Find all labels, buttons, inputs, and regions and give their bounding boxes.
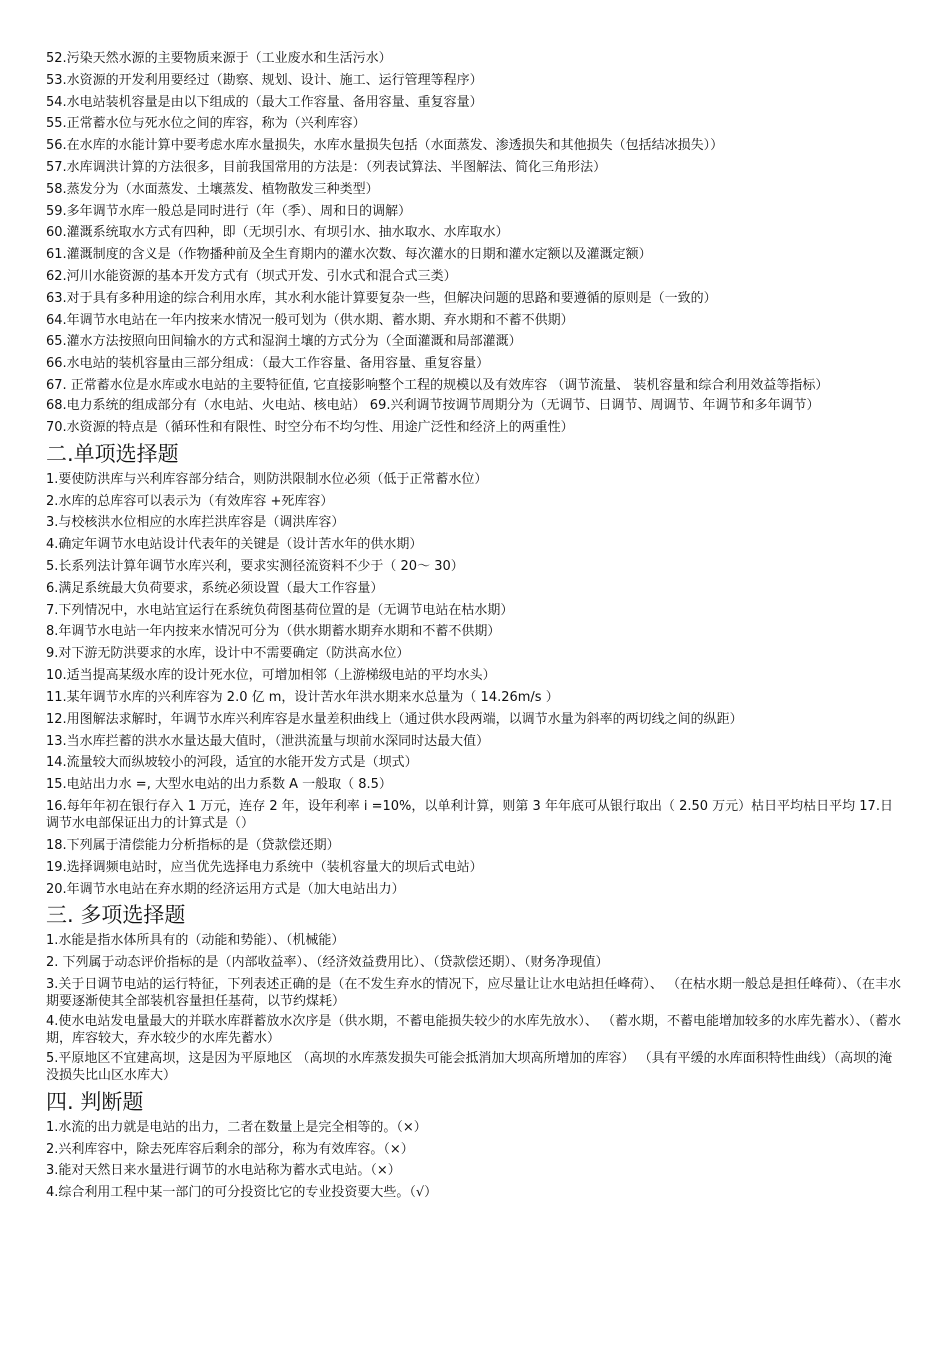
true-false-list <box>46 1117 902 1204</box>
list-item: 70.水资源的特点是（循环性和有限性、时空分布不均匀性、用途广泛性和经济上的两重性） <box>46 419 574 435</box>
list-item: 57.水库调洪计算的方法很多，目前我国常用的方法是：（列表试算法、半图解法、简化三角形法） <box>46 159 607 175</box>
list-item: 52.污染天然水源的主要物质来源于（工业废水和生活污水） <box>46 51 392 66</box>
list-item: 2.水库的总库容可以表示为（有效库容 +死库容） <box>46 493 334 509</box>
list-item: 4.使水电站发电量最大的并联水库群蓄放水次序是（供水期，不蓄电能损失较少的水库先放水）、 （蓄水期，不蓄电能增加较多的水库先蓄水）、（蓄水期，库容较大，弃水较少的水库先蓄水） <box>46 1013 902 1046</box>
list-item: 56.在水库的水能计算中要考虑水库水量损失，水库水量损失包括（水面蒸发、渗透损失和其他损失（包括结冰损失）） <box>46 138 724 154</box>
list-item: 63.对于具有多种用途的综合利用水库，其水利水能计算要复杂一些，但解决问题的思路和要遵循的原则是（一致的） <box>46 290 717 306</box>
document-page <box>46 48 902 1204</box>
list-item: 4.确定年调节水电站设计代表年的关键是（设计苦水年的供水期） <box>46 537 423 553</box>
single-choice-list <box>46 469 902 901</box>
list-item: 5.平原地区不宜建高坝，这是因为平原地区 （高坝的水库蒸发损失可能会抵消加大坝高所增加的库容） （具有平缓的水库面积特性曲线）（高坝的淹没损失比山区水库大） <box>46 1050 893 1083</box>
list-item: 19.选择调频电站时，应当优先选择电力系统中（装机容量大的坝后式电站） <box>46 859 483 875</box>
list-item: 53.水资源的开发利用要经过（勘察、规划、设计、施工、运行管理等程序） <box>46 72 483 88</box>
section-heading-multiple-choice: 三. 多项选择题 <box>46 903 186 928</box>
multiple-choice-list <box>46 930 902 1084</box>
list-item: 6.满足系统最大负荷要求，系统必须设置（最大工作容量） <box>46 580 384 596</box>
list-item: 1.要使防洪库与兴利库容部分结合，则防洪限制水位必须（低于正常蓄水位） <box>46 471 488 487</box>
list-item: 1.水流的出力就是电站的出力，二者在数量上是完全相等的。（×） <box>46 1119 427 1135</box>
list-item: 12.用图解法求解时，年调节水库兴利库容是水量差积曲线上（通过供水段两端，以调节水量为斜率的两切线之间的纵距） <box>46 711 743 727</box>
list-item: 58.蒸发分为（水面蒸发、土壤蒸发、植物散发三种类型） <box>46 181 379 197</box>
list-item: 64.年调节水电站在一年内按来水情况一般可划为（供水期、蓄水期、弃水期和不蓄不供期） <box>46 312 574 328</box>
list-item: 62.河川水能资源的基本开发方式有（坝式开发、引水式和混合式三类） <box>46 268 457 284</box>
list-item: 60.灌溉系统取水方式有四种，即（无坝引水、有坝引水、抽水取水、水库取水） <box>46 225 509 241</box>
list-item: 2. 下列属于动态评价指标的是（内部收益率）、（经济效益费用比）、（贷款偿还期）、（财务净现值） <box>46 955 609 971</box>
list-item: 61.灌溉制度的含义是（作物播种前及全生育期内的灌水次数、每次灌水的日期和灌水定额以及灌溉定额） <box>46 247 652 263</box>
list-item: 2.兴利库容中，除去死库容后剩余的部分，称为有效库容。（×） <box>46 1141 414 1157</box>
list-item: 15.电站出力水 =, 大型水电站的出力系数 A 一般取（ 8.5） <box>46 777 392 793</box>
fill-blank-list <box>46 48 902 439</box>
list-item: 3.能对天然日来水量进行调节的水电站称为蓄水式电站。（×） <box>46 1163 401 1179</box>
list-item: 67. 正常蓄水位是水库或水电站的主要特征值, 它直接影响整个工程的规模以及有效库容 （调节流量、 装机容量和综合利用效益等指标） <box>46 377 829 393</box>
list-item: 54.水电站装机容量是由以下组成的（最大工作容量、备用容量、重复容量） <box>46 94 483 110</box>
list-item: 13.当水库拦蓄的洪水水量达最大值时，（泄洪流量与坝前水深同时达最大值） <box>46 733 490 749</box>
list-item: 18.下列属于清偿能力分析指标的是（贷款偿还期） <box>46 837 340 853</box>
list-item: 1.水能是指水体所具有的（动能和势能）、（机械能） <box>46 933 345 949</box>
section-heading-single-choice: 二.单项选择题 <box>46 441 179 466</box>
list-item: 10.适当提高某级水库的设计死水位，可增加相邻（上游梯级电站的平均水头） <box>46 667 496 683</box>
list-item: 9.对下游无防洪要求的水库，设计中不需要确定（防洪高水位） <box>46 646 410 662</box>
list-item: 5.长系列法计算年调节水库兴利，要求实测径流资料不少于（ 20～ 30） <box>46 558 464 574</box>
list-item: 14.流量较大而纵坡较小的河段，适宜的水能开发方式是（坝式） <box>46 755 418 771</box>
list-item: 7.下列情况中，水电站宜运行在系统负荷图基荷位置的是（无调节电站在枯水期） <box>46 602 514 618</box>
list-item: 65.灌水方法按照向田间输水的方式和湿润土壤的方式分为（全面灌溉和局部灌溉） <box>46 334 522 350</box>
list-item: 55.正常蓄水位与死水位之间的库容，称为（兴利库容） <box>46 116 366 132</box>
list-item: 20.年调节水电站在弃水期的经济运用方式是（加大电站出力） <box>46 881 405 897</box>
list-item: 11.某年调节水库的兴利库容为 2.0 亿 m，设计苦水年洪水期来水总量为（ 14.26m/s ） <box>46 689 559 705</box>
list-item: 3.关于日调节电站的运行特征，下列表述正确的是（在不发生弃水的情况下，应尽量让让水电站担任峰荷）、 （在枯水期一般总是担任峰荷）、（在丰水期要逐渐使其全部装机容量担任基荷，以节约煤耗） <box>46 976 902 1009</box>
section-heading-true-false: 四. 判断题 <box>46 1089 144 1114</box>
list-item: 4.综合利用工程中某一部门的可分投资比它的专业投资要大些。（√） <box>46 1185 438 1201</box>
list-item: 3.与校核洪水位相应的水库拦洪库容是（调洪库容） <box>46 515 345 531</box>
list-item: 16.每年年初在银行存入 1 万元，连存 2 年，设年利率 i =10%，以单利计算，则第 3 年年底可从银行取出（ 2.50 万元）枯日平均枯日平均 17.日调节水电部保证出力的计算式是（） <box>46 798 893 831</box>
list-item: 59.多年调节水库一般总是同时进行（年（季）、周和日的调解） <box>46 203 412 219</box>
list-item: 8.年调节水电站一年内按来水情况可分为（供水期蓄水期弃水期和不蓄不供期） <box>46 624 501 640</box>
list-item: 66.水电站的装机容量由三部分组成：（最大工作容量、备用容量、重复容量） <box>46 356 490 372</box>
list-item: 68.电力系统的组成部分有（水电站、火电站、核电站） 69.兴利调节按调节周期分为（无调节、日调节、周调节、年调节和多年调节） <box>46 397 820 413</box>
